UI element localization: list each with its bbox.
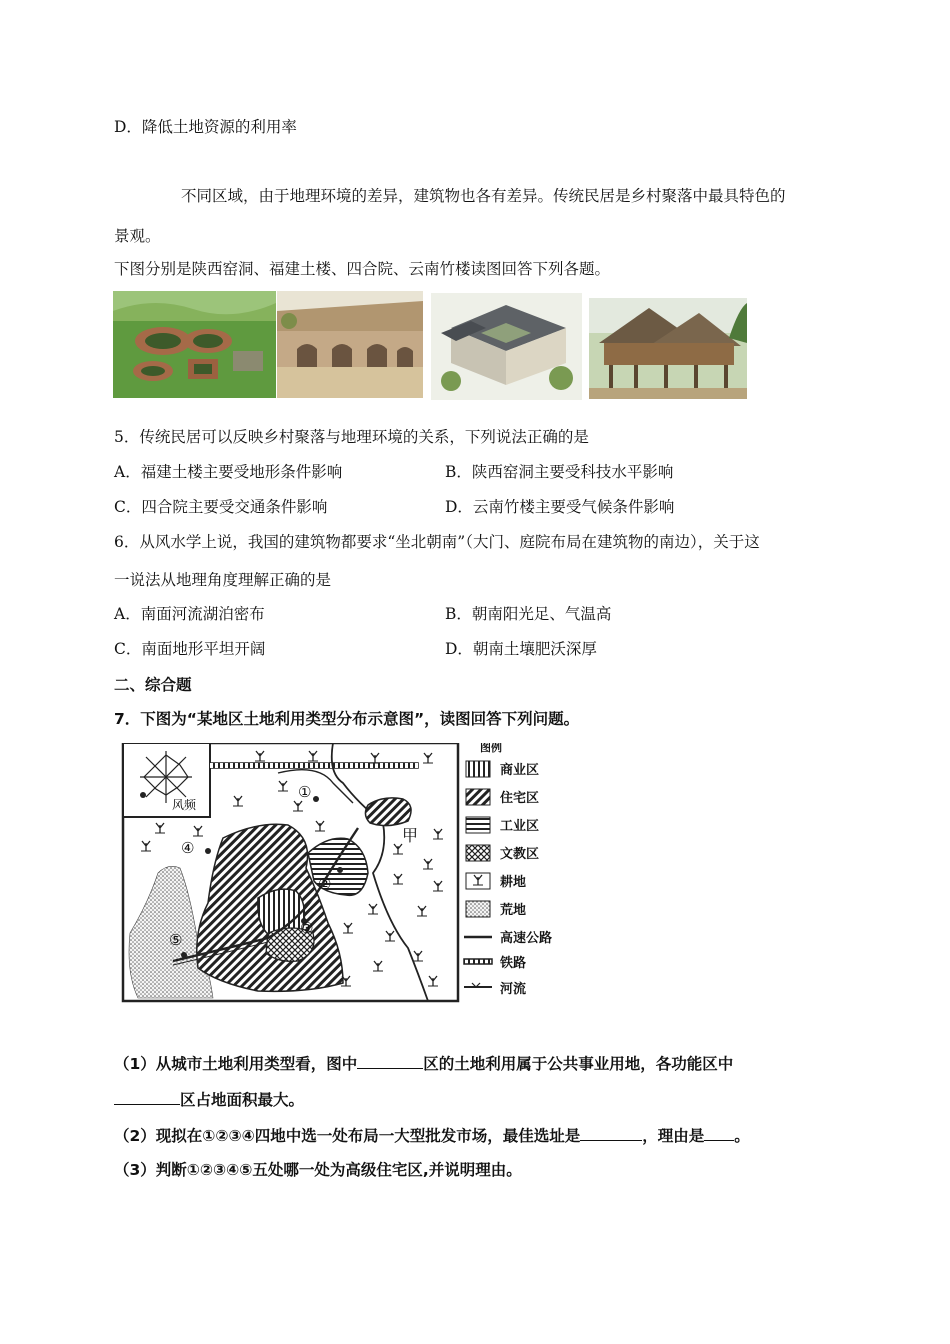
q7-sub2-part-a: （2）现拟在①②③④四地中选一处布局一大型批发市场，最佳选址是 xyxy=(114,1127,581,1145)
q7-sub1-line1 xyxy=(114,1054,733,1074)
q7-sub1-part-c: 区占地面积最大。 xyxy=(180,1091,305,1109)
legend-education: 文教区 xyxy=(500,847,540,862)
legend-wasteland: 荒地 xyxy=(500,903,527,918)
q6-option-c: C．南面地形平坦开阔 xyxy=(114,640,266,658)
q6-option-d: D．朝南土壤肥沃深厚 xyxy=(445,640,597,658)
legend-highway: 高速公路 xyxy=(500,931,553,946)
option-d-prev: D．降低土地资源的利用率 xyxy=(114,118,297,136)
point-5: ⑤ xyxy=(169,931,183,949)
point-3: ③ xyxy=(300,919,314,937)
q7-sub2-part-b: ，理由是 xyxy=(642,1127,705,1145)
q7-sub1-part-a: （1）从城市土地利用类型看，图中 xyxy=(114,1055,358,1073)
legend-residential: 住宅区 xyxy=(500,791,540,806)
legend-farmland: 耕地 xyxy=(500,875,527,890)
photo-shaanxi-yaodong xyxy=(277,291,423,398)
q7-sub2-part-c: 。 xyxy=(734,1127,750,1145)
answer-blank-3[interactable] xyxy=(580,1126,642,1141)
q6-option-a: A．南面河流湖泊密布 xyxy=(114,605,265,623)
point-2: ② xyxy=(318,875,332,893)
point-4: ④ xyxy=(181,839,195,857)
q5-stem: 5．传统民居可以反映乡村聚落与地理环境的关系，下列说法正确的是 xyxy=(114,428,589,446)
jia-label: 甲 xyxy=(402,826,419,845)
legend-commercial: 商业区 xyxy=(500,763,540,778)
q7-sub3: （3）判断①②③④⑤五处哪一处为高级住宅区,并说明理由。 xyxy=(114,1161,522,1179)
photo-yunnan-zhulou xyxy=(589,298,747,399)
intro-line-2: 景观。 xyxy=(114,227,161,245)
q5-option-b: B．陕西窑洞主要受科技水平影响 xyxy=(445,463,674,481)
photo-siheyuan xyxy=(431,293,582,400)
answer-blank-1[interactable] xyxy=(357,1054,423,1069)
intro-line-3: 下图分别是陕西窑洞、福建土楼、四合院、云南竹楼读图回答下列各题。 xyxy=(114,260,611,278)
legend-title: 图例 xyxy=(480,743,502,754)
point-1: ① xyxy=(298,783,312,801)
legend-railway: 铁路 xyxy=(500,956,527,971)
q7-sub1-part-b: 区的土地利用属于公共事业用地，各功能区中 xyxy=(423,1055,734,1073)
q5-option-a: A．福建土楼主要受地形条件影响 xyxy=(114,463,343,481)
answer-blank-2[interactable] xyxy=(114,1090,180,1105)
q7-stem: 7．下图为“某地区土地利用类型分布示意图”，读图回答下列问题。 xyxy=(114,710,580,728)
q5-option-d: D．云南竹楼主要受气候条件影响 xyxy=(445,498,675,516)
q6-stem-2: 一说法从地理角度理解正确的是 xyxy=(114,571,332,589)
q7-sub1-line2 xyxy=(114,1090,304,1110)
photo-fujian-tulou xyxy=(113,291,276,398)
legend-industrial: 工业区 xyxy=(500,819,540,834)
q7-sub2 xyxy=(114,1126,750,1146)
intro-line-1: 不同区域，由于地理环境的差异，建筑物也各有差异。传统民居是乡村聚落中最具特色的 xyxy=(181,187,786,205)
answer-blank-4[interactable] xyxy=(704,1126,734,1141)
q6-stem-1: 6．从风水学上说，我国的建筑物都要求“坐北朝南”（大门、庭院布局在建筑物的南边），关于这 xyxy=(114,533,760,551)
legend-river: 河流 xyxy=(500,982,527,997)
q6-option-b: B．朝南阳光足、气温高 xyxy=(445,605,612,623)
wind-label: 风频 xyxy=(172,798,197,812)
land-use-map xyxy=(118,743,558,1005)
q5-option-c: C．四合院主要受交通条件影响 xyxy=(114,498,328,516)
section-title: 二、综合题 xyxy=(114,676,192,694)
